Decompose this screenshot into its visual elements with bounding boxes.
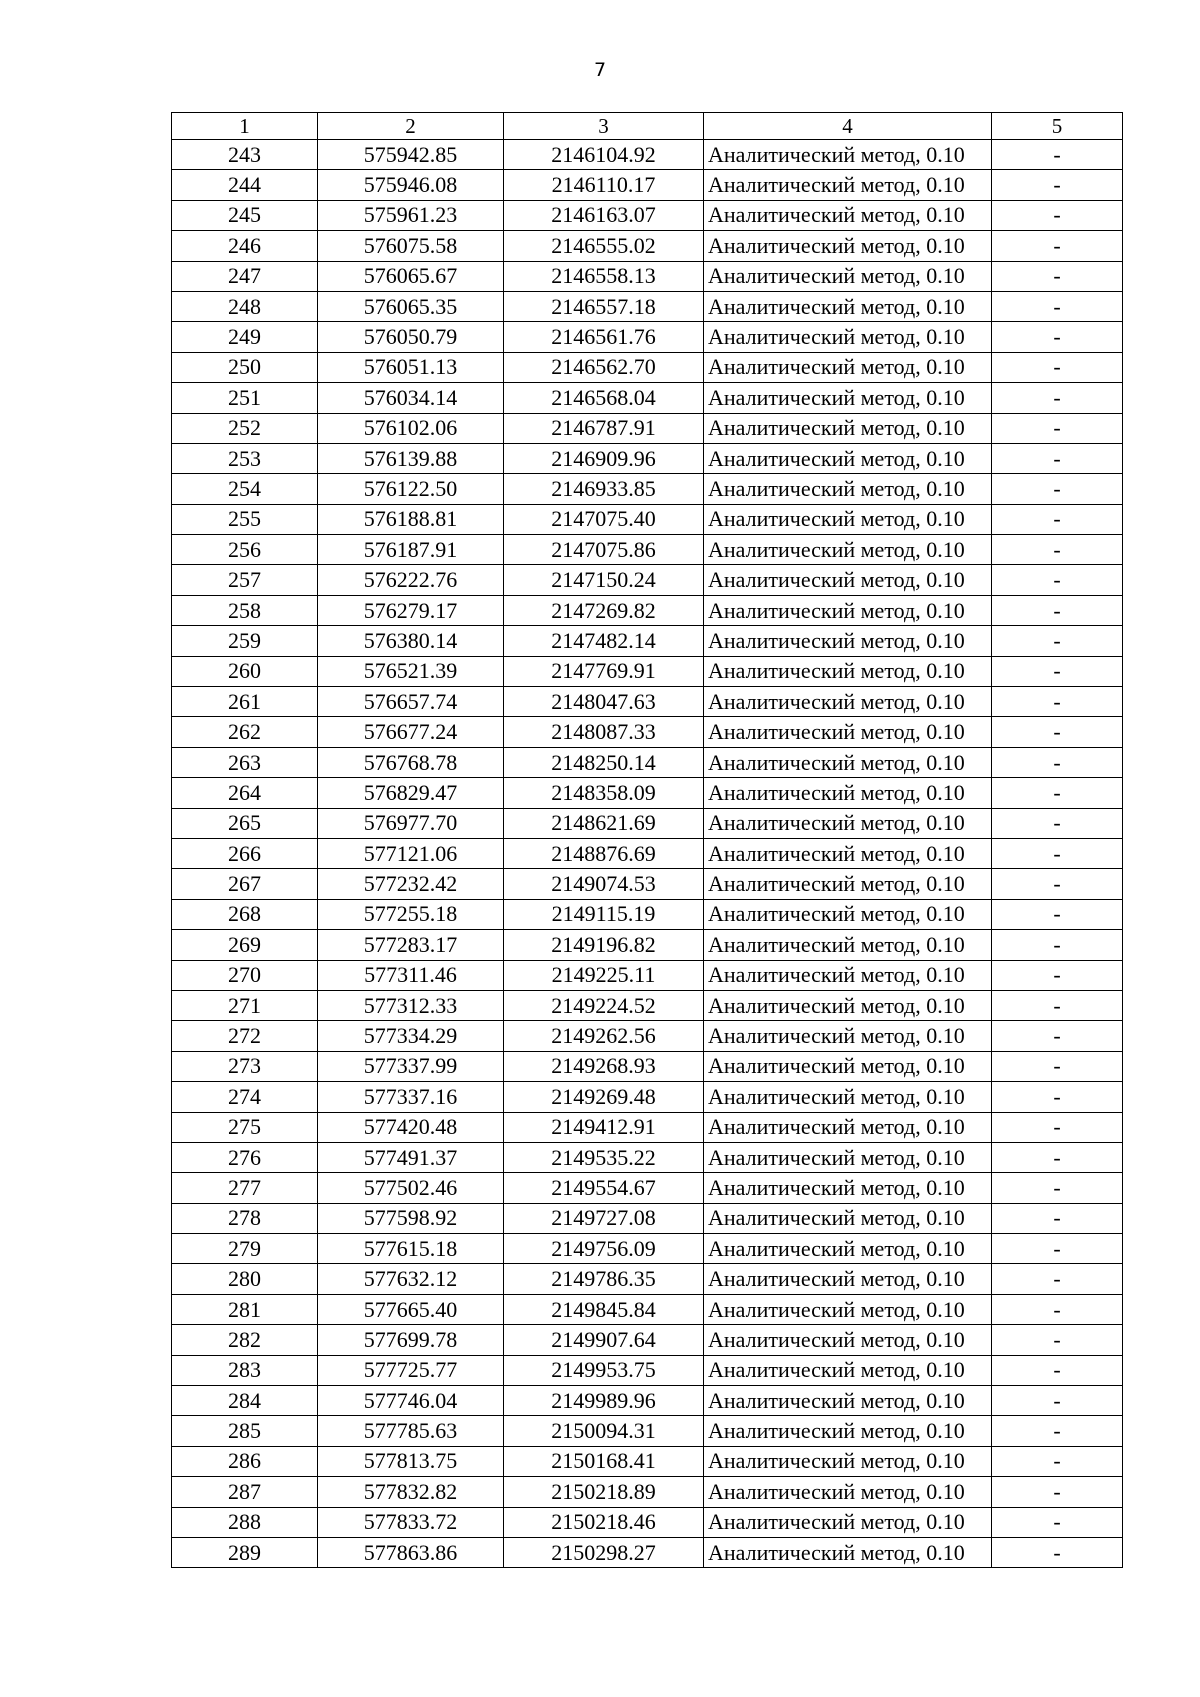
method-cell: Аналитический метод, 0.10 — [704, 1203, 992, 1233]
table-row — [172, 322, 1123, 352]
method-cell: Аналитический метод, 0.10 — [704, 1142, 992, 1172]
y-coordinate-cell: 2149074.53 — [504, 869, 704, 899]
x-coordinate-cell: 576050.79 — [318, 322, 504, 352]
y-coordinate-cell: 2149115.19 — [504, 899, 704, 929]
table-row — [172, 960, 1123, 990]
y-coordinate-cell: 2146557.18 — [504, 291, 704, 321]
note-cell: - — [992, 535, 1123, 565]
note-cell: - — [992, 869, 1123, 899]
point-number-cell: 283 — [172, 1355, 318, 1385]
note-cell: - — [992, 322, 1123, 352]
method-cell: Аналитический метод, 0.10 — [704, 1264, 992, 1294]
point-number-cell: 274 — [172, 1082, 318, 1112]
method-cell: Аналитический метод, 0.10 — [704, 869, 992, 899]
note-cell: - — [992, 1507, 1123, 1537]
table-row — [172, 747, 1123, 777]
y-coordinate-cell: 2148047.63 — [504, 687, 704, 717]
note-cell: - — [992, 1234, 1123, 1264]
note-cell: - — [992, 1142, 1123, 1172]
x-coordinate-cell: 576187.91 — [318, 535, 504, 565]
point-number-cell: 249 — [172, 322, 318, 352]
x-coordinate-cell: 577283.17 — [318, 930, 504, 960]
method-cell: Аналитический метод, 0.10 — [704, 778, 992, 808]
method-cell: Аналитический метод, 0.10 — [704, 322, 992, 352]
point-number-cell: 243 — [172, 140, 318, 170]
y-coordinate-cell: 2147482.14 — [504, 626, 704, 656]
note-cell: - — [992, 656, 1123, 686]
x-coordinate-cell: 577785.63 — [318, 1416, 504, 1446]
y-coordinate-cell: 2149953.75 — [504, 1355, 704, 1385]
note-cell: - — [992, 1173, 1123, 1203]
method-cell: Аналитический метод, 0.10 — [704, 1294, 992, 1324]
note-cell: - — [992, 291, 1123, 321]
method-cell: Аналитический метод, 0.10 — [704, 626, 992, 656]
note-cell: - — [992, 717, 1123, 747]
table-row — [172, 261, 1123, 291]
x-coordinate-cell: 576977.70 — [318, 808, 504, 838]
point-number-cell: 258 — [172, 595, 318, 625]
table-row — [172, 1325, 1123, 1355]
y-coordinate-cell: 2146110.17 — [504, 170, 704, 200]
note-cell: - — [992, 595, 1123, 625]
x-coordinate-cell: 577334.29 — [318, 1021, 504, 1051]
point-number-cell: 256 — [172, 535, 318, 565]
method-cell: Аналитический метод, 0.10 — [704, 1386, 992, 1416]
table-row — [172, 231, 1123, 261]
x-coordinate-cell: 576768.78 — [318, 747, 504, 777]
note-cell: - — [992, 990, 1123, 1020]
y-coordinate-cell: 2146909.96 — [504, 443, 704, 473]
method-cell: Аналитический метод, 0.10 — [704, 443, 992, 473]
table-row — [172, 474, 1123, 504]
y-coordinate-cell: 2147150.24 — [504, 565, 704, 595]
y-coordinate-cell: 2149196.82 — [504, 930, 704, 960]
y-coordinate-cell: 2149224.52 — [504, 990, 704, 1020]
table-row — [172, 717, 1123, 747]
page-number: 7 — [593, 59, 607, 81]
point-number-cell: 259 — [172, 626, 318, 656]
method-cell: Аналитический метод, 0.10 — [704, 170, 992, 200]
coordinates-table — [171, 112, 1123, 1568]
x-coordinate-cell: 577746.04 — [318, 1386, 504, 1416]
table-row — [172, 1446, 1123, 1476]
note-cell: - — [992, 1264, 1123, 1294]
note-cell: - — [992, 261, 1123, 291]
point-number-cell: 278 — [172, 1203, 318, 1233]
point-number-cell: 260 — [172, 656, 318, 686]
table-row — [172, 1507, 1123, 1537]
note-cell: - — [992, 443, 1123, 473]
y-coordinate-cell: 2149989.96 — [504, 1386, 704, 1416]
point-number-cell: 265 — [172, 808, 318, 838]
table-row — [172, 1537, 1123, 1567]
x-coordinate-cell: 576034.14 — [318, 383, 504, 413]
point-number-cell: 281 — [172, 1294, 318, 1324]
point-number-cell: 282 — [172, 1325, 318, 1355]
column-header-4: 4 — [704, 113, 992, 140]
method-cell: Аналитический метод, 0.10 — [704, 838, 992, 868]
note-cell: - — [992, 413, 1123, 443]
note-cell: - — [992, 565, 1123, 595]
table-row — [172, 443, 1123, 473]
point-number-cell: 261 — [172, 687, 318, 717]
note-cell: - — [992, 747, 1123, 777]
table-row — [172, 778, 1123, 808]
table-row — [172, 565, 1123, 595]
point-number-cell: 276 — [172, 1142, 318, 1172]
y-coordinate-cell: 2150094.31 — [504, 1416, 704, 1446]
table-row — [172, 1234, 1123, 1264]
note-cell: - — [992, 1386, 1123, 1416]
table-row — [172, 1386, 1123, 1416]
note-cell: - — [992, 838, 1123, 868]
method-cell: Аналитический метод, 0.10 — [704, 231, 992, 261]
x-coordinate-cell: 576829.47 — [318, 778, 504, 808]
column-header-1: 1 — [172, 113, 318, 140]
method-cell: Аналитический метод, 0.10 — [704, 383, 992, 413]
table-row — [172, 990, 1123, 1020]
point-number-cell: 271 — [172, 990, 318, 1020]
table-row — [172, 1477, 1123, 1507]
x-coordinate-cell: 577337.99 — [318, 1051, 504, 1081]
method-cell: Аналитический метод, 0.10 — [704, 1173, 992, 1203]
table-row — [172, 626, 1123, 656]
point-number-cell: 279 — [172, 1234, 318, 1264]
x-coordinate-cell: 577632.12 — [318, 1264, 504, 1294]
note-cell: - — [992, 1294, 1123, 1324]
note-cell: - — [992, 1446, 1123, 1476]
method-cell: Аналитический метод, 0.10 — [704, 1507, 992, 1537]
point-number-cell: 251 — [172, 383, 318, 413]
y-coordinate-cell: 2149756.09 — [504, 1234, 704, 1264]
x-coordinate-cell: 577665.40 — [318, 1294, 504, 1324]
table-row — [172, 535, 1123, 565]
y-coordinate-cell: 2149269.48 — [504, 1082, 704, 1112]
method-cell: Аналитический метод, 0.10 — [704, 535, 992, 565]
y-coordinate-cell: 2150298.27 — [504, 1537, 704, 1567]
note-cell: - — [992, 1416, 1123, 1446]
table-row — [172, 1416, 1123, 1446]
method-cell: Аналитический метод, 0.10 — [704, 595, 992, 625]
table-row — [172, 1294, 1123, 1324]
method-cell: Аналитический метод, 0.10 — [704, 1051, 992, 1081]
table-row — [172, 838, 1123, 868]
note-cell: - — [992, 687, 1123, 717]
method-cell: Аналитический метод, 0.10 — [704, 930, 992, 960]
y-coordinate-cell: 2147769.91 — [504, 656, 704, 686]
method-cell: Аналитический метод, 0.10 — [704, 960, 992, 990]
note-cell: - — [992, 1082, 1123, 1112]
table-row — [172, 1173, 1123, 1203]
method-cell: Аналитический метод, 0.10 — [704, 1416, 992, 1446]
column-header-2: 2 — [318, 113, 504, 140]
y-coordinate-cell: 2146561.76 — [504, 322, 704, 352]
table-row — [172, 899, 1123, 929]
y-coordinate-cell: 2148087.33 — [504, 717, 704, 747]
method-cell: Аналитический метод, 0.10 — [704, 990, 992, 1020]
note-cell: - — [992, 626, 1123, 656]
table-row — [172, 656, 1123, 686]
point-number-cell: 247 — [172, 261, 318, 291]
y-coordinate-cell: 2148621.69 — [504, 808, 704, 838]
x-coordinate-cell: 576188.81 — [318, 504, 504, 534]
point-number-cell: 246 — [172, 231, 318, 261]
table-row — [172, 808, 1123, 838]
x-coordinate-cell: 577832.82 — [318, 1477, 504, 1507]
table-row — [172, 1142, 1123, 1172]
method-cell: Аналитический метод, 0.10 — [704, 1112, 992, 1142]
x-coordinate-cell: 577420.48 — [318, 1112, 504, 1142]
y-coordinate-cell: 2146558.13 — [504, 261, 704, 291]
y-coordinate-cell: 2150218.46 — [504, 1507, 704, 1537]
x-coordinate-cell: 576065.35 — [318, 291, 504, 321]
x-coordinate-cell: 576075.58 — [318, 231, 504, 261]
x-coordinate-cell: 577337.16 — [318, 1082, 504, 1112]
note-cell: - — [992, 140, 1123, 170]
y-coordinate-cell: 2149225.11 — [504, 960, 704, 990]
method-cell: Аналитический метод, 0.10 — [704, 1082, 992, 1112]
x-coordinate-cell: 577699.78 — [318, 1325, 504, 1355]
x-coordinate-cell: 576065.67 — [318, 261, 504, 291]
x-coordinate-cell: 575961.23 — [318, 200, 504, 230]
x-coordinate-cell: 576051.13 — [318, 352, 504, 382]
x-coordinate-cell: 576521.39 — [318, 656, 504, 686]
table-body — [172, 140, 1123, 1568]
y-coordinate-cell: 2146562.70 — [504, 352, 704, 382]
point-number-cell: 288 — [172, 1507, 318, 1537]
point-number-cell: 254 — [172, 474, 318, 504]
y-coordinate-cell: 2146933.85 — [504, 474, 704, 504]
y-coordinate-cell: 2149412.91 — [504, 1112, 704, 1142]
method-cell: Аналитический метод, 0.10 — [704, 565, 992, 595]
note-cell: - — [992, 1203, 1123, 1233]
point-number-cell: 289 — [172, 1537, 318, 1567]
column-header-3: 3 — [504, 113, 704, 140]
y-coordinate-cell: 2149262.56 — [504, 1021, 704, 1051]
note-cell: - — [992, 1021, 1123, 1051]
method-cell: Аналитический метод, 0.10 — [704, 352, 992, 382]
note-cell: - — [992, 1537, 1123, 1567]
note-cell: - — [992, 960, 1123, 990]
table-row — [172, 1264, 1123, 1294]
method-cell: Аналитический метод, 0.10 — [704, 1537, 992, 1567]
point-number-cell: 266 — [172, 838, 318, 868]
note-cell: - — [992, 778, 1123, 808]
note-cell: - — [992, 383, 1123, 413]
table-row — [172, 869, 1123, 899]
x-coordinate-cell: 575942.85 — [318, 140, 504, 170]
y-coordinate-cell: 2149535.22 — [504, 1142, 704, 1172]
point-number-cell: 275 — [172, 1112, 318, 1142]
method-cell: Аналитический метод, 0.10 — [704, 140, 992, 170]
table-row — [172, 1021, 1123, 1051]
y-coordinate-cell: 2146555.02 — [504, 231, 704, 261]
method-cell: Аналитический метод, 0.10 — [704, 687, 992, 717]
method-cell: Аналитический метод, 0.10 — [704, 656, 992, 686]
table-row — [172, 1112, 1123, 1142]
point-number-cell: 245 — [172, 200, 318, 230]
note-cell: - — [992, 1325, 1123, 1355]
x-coordinate-cell: 576279.17 — [318, 595, 504, 625]
x-coordinate-cell: 577598.92 — [318, 1203, 504, 1233]
method-cell: Аналитический метод, 0.10 — [704, 261, 992, 291]
table-header-row — [172, 113, 1123, 140]
table-row — [172, 413, 1123, 443]
x-coordinate-cell: 577232.42 — [318, 869, 504, 899]
point-number-cell: 269 — [172, 930, 318, 960]
method-cell: Аналитический метод, 0.10 — [704, 1477, 992, 1507]
table-row — [172, 200, 1123, 230]
table-row — [172, 383, 1123, 413]
column-header-5: 5 — [992, 113, 1123, 140]
y-coordinate-cell: 2147075.40 — [504, 504, 704, 534]
method-cell: Аналитический метод, 0.10 — [704, 413, 992, 443]
note-cell: - — [992, 1051, 1123, 1081]
x-coordinate-cell: 577502.46 — [318, 1173, 504, 1203]
method-cell: Аналитический метод, 0.10 — [704, 504, 992, 534]
point-number-cell: 268 — [172, 899, 318, 929]
method-cell: Аналитический метод, 0.10 — [704, 717, 992, 747]
note-cell: - — [992, 808, 1123, 838]
note-cell: - — [992, 1112, 1123, 1142]
note-cell: - — [992, 200, 1123, 230]
point-number-cell: 277 — [172, 1173, 318, 1203]
table-row — [172, 1082, 1123, 1112]
x-coordinate-cell: 576122.50 — [318, 474, 504, 504]
point-number-cell: 287 — [172, 1477, 318, 1507]
y-coordinate-cell: 2146163.07 — [504, 200, 704, 230]
method-cell: Аналитический метод, 0.10 — [704, 291, 992, 321]
x-coordinate-cell: 576657.74 — [318, 687, 504, 717]
note-cell: - — [992, 474, 1123, 504]
method-cell: Аналитический метод, 0.10 — [704, 1355, 992, 1385]
table-row — [172, 170, 1123, 200]
point-number-cell: 284 — [172, 1386, 318, 1416]
point-number-cell: 285 — [172, 1416, 318, 1446]
method-cell: Аналитический метод, 0.10 — [704, 1325, 992, 1355]
x-coordinate-cell: 577491.37 — [318, 1142, 504, 1172]
x-coordinate-cell: 577725.77 — [318, 1355, 504, 1385]
y-coordinate-cell: 2148358.09 — [504, 778, 704, 808]
point-number-cell: 255 — [172, 504, 318, 534]
point-number-cell: 267 — [172, 869, 318, 899]
method-cell: Аналитический метод, 0.10 — [704, 1021, 992, 1051]
x-coordinate-cell: 577863.86 — [318, 1537, 504, 1567]
table-row — [172, 930, 1123, 960]
method-cell: Аналитический метод, 0.10 — [704, 200, 992, 230]
y-coordinate-cell: 2146568.04 — [504, 383, 704, 413]
note-cell: - — [992, 504, 1123, 534]
note-cell: - — [992, 899, 1123, 929]
y-coordinate-cell: 2150218.89 — [504, 1477, 704, 1507]
point-number-cell: 262 — [172, 717, 318, 747]
table-row — [172, 140, 1123, 170]
point-number-cell: 252 — [172, 413, 318, 443]
point-number-cell: 263 — [172, 747, 318, 777]
point-number-cell: 272 — [172, 1021, 318, 1051]
note-cell: - — [992, 170, 1123, 200]
x-coordinate-cell: 577255.18 — [318, 899, 504, 929]
table-row — [172, 595, 1123, 625]
point-number-cell: 286 — [172, 1446, 318, 1476]
point-number-cell: 250 — [172, 352, 318, 382]
y-coordinate-cell: 2149907.64 — [504, 1325, 704, 1355]
point-number-cell: 273 — [172, 1051, 318, 1081]
table-row — [172, 504, 1123, 534]
x-coordinate-cell: 576139.88 — [318, 443, 504, 473]
table-row — [172, 1203, 1123, 1233]
note-cell: - — [992, 1477, 1123, 1507]
x-coordinate-cell: 577121.06 — [318, 838, 504, 868]
point-number-cell: 280 — [172, 1264, 318, 1294]
point-number-cell: 264 — [172, 778, 318, 808]
method-cell: Аналитический метод, 0.10 — [704, 808, 992, 838]
y-coordinate-cell: 2146787.91 — [504, 413, 704, 443]
y-coordinate-cell: 2149554.67 — [504, 1173, 704, 1203]
y-coordinate-cell: 2149727.08 — [504, 1203, 704, 1233]
x-coordinate-cell: 576222.76 — [318, 565, 504, 595]
method-cell: Аналитический метод, 0.10 — [704, 747, 992, 777]
y-coordinate-cell: 2147269.82 — [504, 595, 704, 625]
y-coordinate-cell: 2149268.93 — [504, 1051, 704, 1081]
x-coordinate-cell: 575946.08 — [318, 170, 504, 200]
note-cell: - — [992, 231, 1123, 261]
point-number-cell: 253 — [172, 443, 318, 473]
x-coordinate-cell: 576380.14 — [318, 626, 504, 656]
x-coordinate-cell: 577833.72 — [318, 1507, 504, 1537]
table-row — [172, 352, 1123, 382]
point-number-cell: 257 — [172, 565, 318, 595]
x-coordinate-cell: 577312.33 — [318, 990, 504, 1020]
note-cell: - — [992, 930, 1123, 960]
y-coordinate-cell: 2146104.92 — [504, 140, 704, 170]
method-cell: Аналитический метод, 0.10 — [704, 1234, 992, 1264]
note-cell: - — [992, 1355, 1123, 1385]
x-coordinate-cell: 577813.75 — [318, 1446, 504, 1476]
x-coordinate-cell: 576102.06 — [318, 413, 504, 443]
y-coordinate-cell: 2148250.14 — [504, 747, 704, 777]
point-number-cell: 270 — [172, 960, 318, 990]
method-cell: Аналитический метод, 0.10 — [704, 1446, 992, 1476]
x-coordinate-cell: 576677.24 — [318, 717, 504, 747]
y-coordinate-cell: 2150168.41 — [504, 1446, 704, 1476]
method-cell: Аналитический метод, 0.10 — [704, 474, 992, 504]
point-number-cell: 244 — [172, 170, 318, 200]
x-coordinate-cell: 577615.18 — [318, 1234, 504, 1264]
y-coordinate-cell: 2147075.86 — [504, 535, 704, 565]
note-cell: - — [992, 352, 1123, 382]
table-row — [172, 1355, 1123, 1385]
table-row — [172, 291, 1123, 321]
table-row — [172, 1051, 1123, 1081]
point-number-cell: 248 — [172, 291, 318, 321]
method-cell: Аналитический метод, 0.10 — [704, 899, 992, 929]
table-row — [172, 687, 1123, 717]
y-coordinate-cell: 2148876.69 — [504, 838, 704, 868]
y-coordinate-cell: 2149786.35 — [504, 1264, 704, 1294]
y-coordinate-cell: 2149845.84 — [504, 1294, 704, 1324]
x-coordinate-cell: 577311.46 — [318, 960, 504, 990]
